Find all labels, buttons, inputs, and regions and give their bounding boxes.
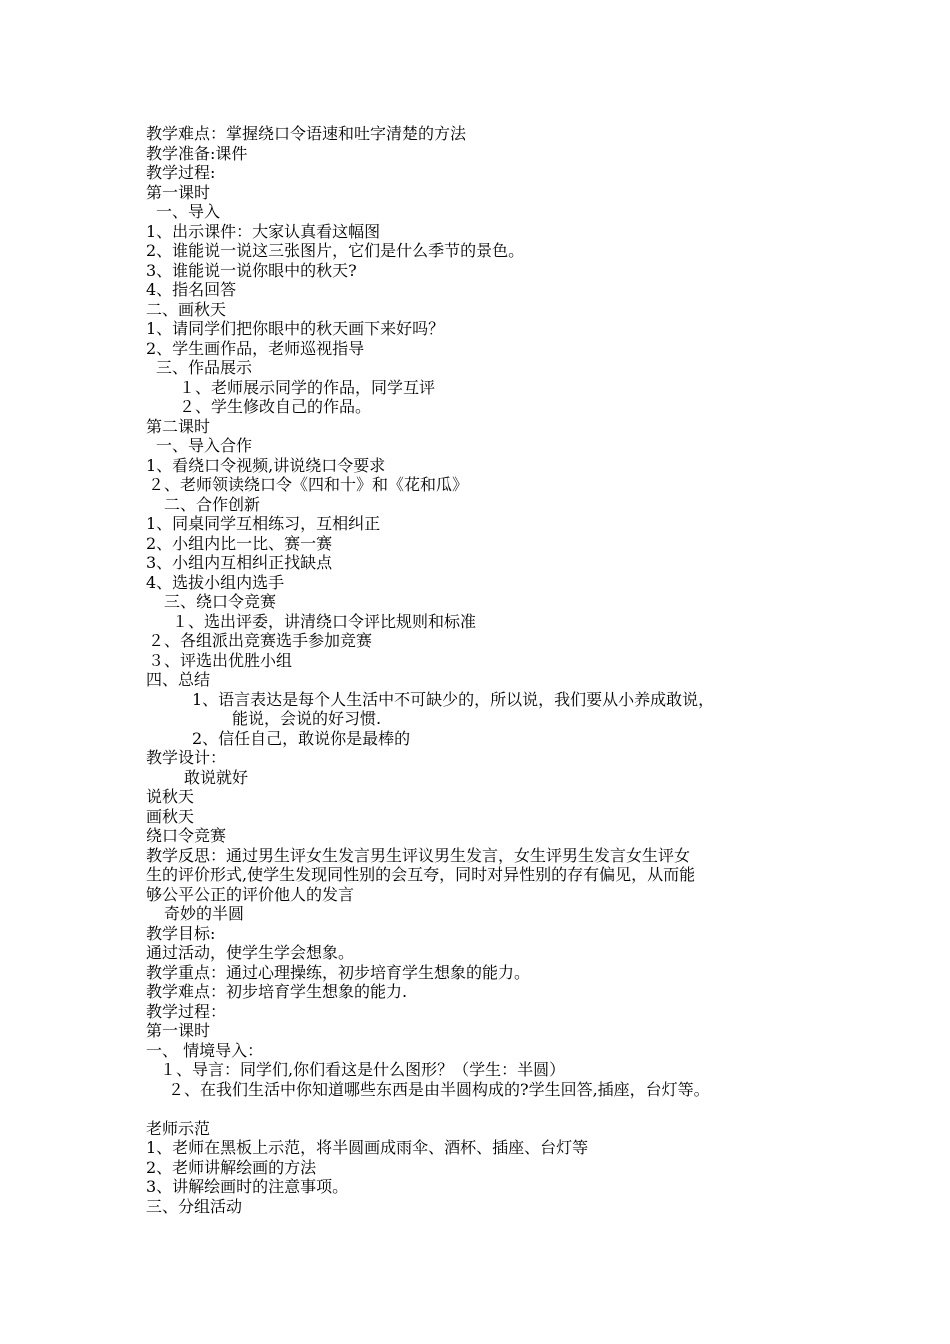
text-line: 三、绕口令竞赛 (164, 592, 277, 611)
text-line: 二、画秋天 (146, 299, 227, 319)
text-line: 1、同桌同学互相练习，互相纠正 (146, 514, 381, 533)
text-line: 通过活动，使学生学会想象。 (146, 943, 355, 962)
text-line: 4、指名回答 (146, 280, 237, 299)
text-line: 1、语言表达是每个人生活中不可缺少的，所以说，我们要从小养成敢说， (192, 689, 715, 709)
text-line: 第二课时 (146, 416, 211, 436)
text-line: 教学设计： (146, 748, 227, 767)
text-line: 1、请同学们把你眼中的秋天画下来好吗？ (146, 319, 445, 338)
text-line: 一、 情境导入： (146, 1040, 264, 1060)
text-line: 教学难点：初步培育学生想象的能力. (146, 982, 408, 1001)
blank-line (0, 1099, 950, 1119)
text-line: １、导言：同学们,你们看这是什么图形？（学生：半圆） (160, 1060, 566, 1079)
text-line: 三、作品展示 (156, 358, 253, 377)
text-line: 4、选拔小组内选手 (146, 572, 285, 592)
text-line: 敢说就好 (184, 767, 249, 787)
text-line: ２、学生修改自己的作品。 (179, 397, 372, 416)
text-line: 教学准备:课件 (146, 143, 248, 163)
text-line: 教学目标: (146, 923, 216, 943)
text-line: 能说，会说的好习惯. (232, 709, 382, 728)
text-line: 三、分组活动 (146, 1196, 243, 1216)
text-line: 2、学生画作品，老师巡视指导 (146, 338, 365, 358)
text-line: 绕口令竞赛 (146, 826, 227, 845)
text-line: 生的评价形式,使学生发现同性别的会互夸，同时对异性别的存有偏见，从而能 (146, 865, 696, 884)
text-line: 3、小组内互相纠正找缺点 (146, 553, 333, 572)
text-line: 说秋天 (146, 787, 195, 806)
text-line: 一、导入 (156, 202, 221, 221)
text-line: 1、看绕口令视频,讲说绕口令要求 (146, 455, 386, 475)
text-line: ２、老师领读绕口令《四和十》和《花和瓜》 (148, 475, 469, 494)
text-line: 2、信任自己，敢说你是最棒的 (192, 728, 411, 748)
text-line: 3、谁能说一说你眼中的秋天? (146, 260, 357, 280)
text-line: 第一课时 (146, 182, 211, 202)
text-line: 教学难点：掌握绕口令语速和吐字清楚的方法 (146, 124, 467, 143)
text-line: 教学反思：通过男生评女生发言男生评议男生发言，女生评男生发言女生评女 (146, 845, 691, 865)
text-line: 奇妙的半圆 (164, 904, 245, 923)
text-line: 一、导入合作 (156, 436, 253, 455)
text-line: 1、出示课件：大家认真看这幅图 (146, 221, 381, 241)
text-line: ３、评选出优胜小组 (148, 650, 293, 670)
text-line: 第一课时 (146, 1021, 211, 1040)
text-line: 够公平公正的评价他人的发言 (146, 884, 355, 904)
text-line: 教学重点：通过心理操练，初步培育学生想象的能力。 (146, 962, 531, 982)
text-line: 老师示范 (146, 1118, 211, 1138)
document-body (0, 124, 950, 1216)
text-line: 四、总结 (146, 670, 211, 689)
text-line: 2、老师讲解绘画的方法 (146, 1157, 317, 1177)
text-line: 3、讲解绘画时的注意事项。 (146, 1177, 349, 1196)
text-line: 二、合作创新 (164, 494, 261, 514)
text-line: 2、谁能说一说这三张图片，它们是什么季节的景色。 (146, 241, 525, 260)
text-line: 教学过程： (146, 1001, 227, 1021)
text-line: 画秋天 (146, 806, 195, 826)
text-line: 1、老师在黑板上示范，将半圆画成雨伞、酒杯、插座、台灯等 (146, 1138, 589, 1157)
text-line: ２、各组派出竞赛选手参加竞赛 (148, 631, 373, 650)
text-line: ２、在我们生活中你知道哪些东西是由半圆构成的?学生回答,插座，台灯等。 (168, 1079, 710, 1099)
text-line: 2、小组内比一比、赛一赛 (146, 533, 333, 553)
text-line: １、选出评委，讲清绕口令评比规则和标准 (172, 611, 477, 631)
text-line: 教学过程: (146, 163, 216, 182)
text-line: １、老师展示同学的作品，同学互评 (179, 377, 436, 397)
